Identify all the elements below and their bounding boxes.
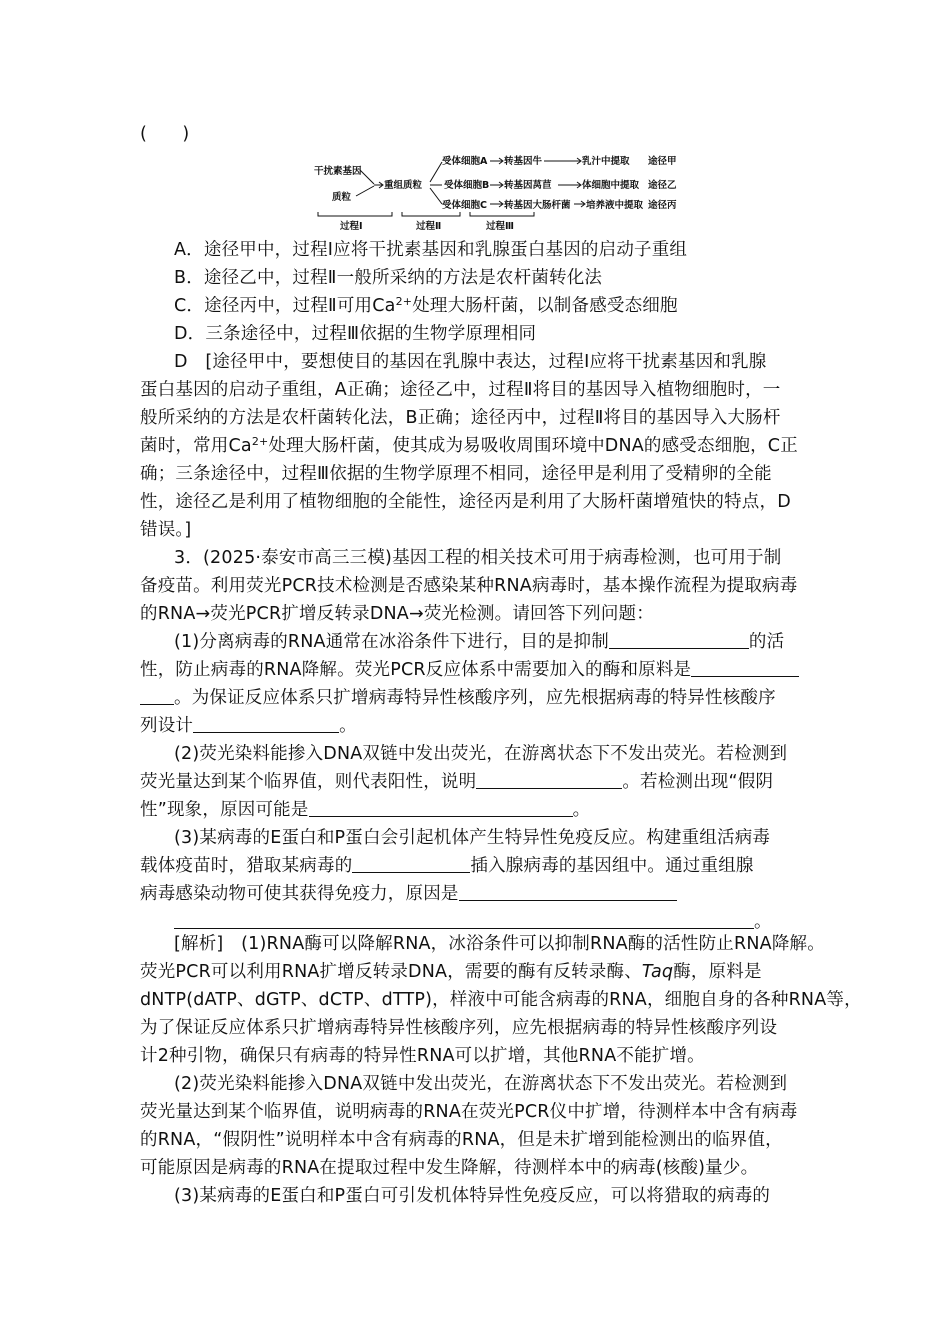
- arrow-b1: [490, 182, 503, 188]
- q3-part2-line-1: (2)荧光染料能掺入DNA双链中发出荧光，在游离状态下不发出荧光。若检测到: [174, 744, 788, 764]
- option-b: B．途径乙中，过程Ⅱ一般所采纳的方法是农杆菌转化法: [174, 268, 603, 288]
- analysis-line-3: dNTP(dATP、dGTP、dCTP、dTTP)，样液中可能含病毒的RNA，细胞自身的各种RNA等，: [140, 990, 862, 1010]
- answer-line-7: 错误。]: [140, 520, 192, 540]
- analysis-line-9: 可能原因是病毒的RNA在提取过程中发生降解，待测样本中的病毒(核酸)量少。: [140, 1158, 759, 1178]
- bracket-process-3: [470, 212, 534, 216]
- analysis-line-5: 计2种引物，确保只有病毒的特异性RNA可以扩增，其他RNA不能扩增。: [140, 1046, 705, 1066]
- transgenic-cow-label: 转基因牛: [504, 156, 543, 167]
- q3-part1-line-2: 性，防止病毒的RNA降解。荧光PCR反应体系中需要加入的酶和原料是: [140, 656, 820, 684]
- answer-line-1: D [途径甲中，要想使目的基因在乳腺中表达，过程Ⅰ应将干扰素基因和乳腺: [174, 352, 767, 372]
- arrow-gene-to-recombinant: [360, 170, 374, 184]
- answer-paren: ( ): [140, 124, 190, 144]
- arrow-plasmid-to-recombinant: [356, 186, 374, 196]
- q3-part3-line-1: (3)某病毒的E蛋白和P蛋白会引起机体产生特异性免疫反应。构建重组活病毒: [174, 828, 771, 848]
- extract-culture-label: 培养液中提取: [586, 200, 644, 211]
- arrow-to-receptor-a: [430, 162, 442, 182]
- route-c-label: 途径丙: [648, 200, 677, 211]
- analysis-line-10: (3)某病毒的E蛋白和P蛋白可引发机体特异性免疫反应，可以将猎取的病毒的: [174, 1186, 771, 1206]
- q3-line-3: 的RNA→荧光PCR扩增反转录DNA→荧光检测。请回答下列问题：: [140, 604, 654, 624]
- receptor-a-label: 受体细胞A: [442, 156, 488, 167]
- analysis-line-6: (2)荧光染料能掺入DNA双链中发出荧光，在游离状态下不发出荧光。若检测到: [174, 1074, 788, 1094]
- analysis-line-8: 的RNA，“假阴性”说明样本中含有病毒的RNA，但是未扩增到能检测出的临界值，: [140, 1130, 783, 1150]
- arrow-to-receptor-c: [430, 188, 442, 204]
- process-3-label: 过程Ⅲ: [486, 221, 514, 232]
- arrow-b2: [558, 182, 581, 188]
- receptor-c-label: 受体细胞C: [442, 200, 487, 211]
- answer-blank-7a[interactable]: [459, 882, 677, 901]
- q3-part1-line-4: 列设计 。: [140, 716, 357, 736]
- bracket-process-2: [402, 212, 460, 216]
- transgenic-lettuce-label: 转基因莴苣: [504, 180, 552, 191]
- process-1-label: 过程Ⅰ: [340, 221, 363, 232]
- receptor-b-label: 受体细胞B: [444, 180, 490, 191]
- q3-part2-line-3: 性”现象，原因可能是 。: [140, 800, 591, 820]
- answer-blank-3[interactable]: [193, 714, 339, 733]
- option-a: A．途径甲中，过程Ⅰ应将干扰素基因和乳腺蛋白基因的启动子重组: [174, 240, 688, 260]
- recombinant-plasmid-label: 重组质粒: [384, 180, 423, 191]
- answer-blank-2a[interactable]: [691, 658, 799, 677]
- q3-line-2: 备疫苗。利用荧光PCR技术检测是否感染某种RNA病毒时，基本操作流程为提取病毒: [140, 576, 798, 596]
- q3-part1-line-1: (1)分离病毒的RNA通常在冰浴条件下进行，目的是抑制 的活: [174, 632, 785, 652]
- analysis-line-7: 荧光量达到某个临界值，说明病毒的RNA在荧光PCR仪中扩增，待测样本中含有病毒: [140, 1102, 798, 1122]
- answer-blank-1[interactable]: [609, 630, 749, 649]
- q3-part3-line-4: 。: [174, 908, 854, 936]
- option-d: D．三条途径中，过程Ⅲ依据的生物学原理相同: [174, 324, 537, 344]
- option-c: C．途径丙中，过程Ⅱ可用$Ca^{2+}$处理大肠杆菌，以制备感受态细胞: [174, 295, 678, 316]
- q3-line-1: 3．(2025·泰安市高三三模)基因工程的相关技术可用于病毒检测，也可用于制: [174, 548, 782, 568]
- analysis-line-1: [解析] (1)RNA酶可以降解RNA，冰浴条件可以抑制RNA酶的活性防止RNA降解。: [174, 934, 825, 954]
- analysis-line-4: 为了保证反应体系只扩增病毒特异性核酸序列，应先根据病毒的特异性核酸序列设: [140, 1018, 778, 1038]
- process-2-label: 过程Ⅱ: [416, 221, 442, 232]
- answer-line-5: 确；三条途径中，过程Ⅲ依据的生物学原理不相同，途径甲是利用了受精卵的全能: [140, 464, 772, 484]
- q3-part3-line-2: 载体疫苗时，猎取某病毒的 插入腺病毒的基因组中。通过重组腺: [140, 856, 754, 876]
- arrow-c2: [574, 201, 585, 207]
- arrow-a2: [544, 158, 581, 164]
- answer-line-4: 菌时，常用$Ca^{2+}$处理大肠杆菌，使其成为易吸收周围环境中DNA的感受态细胞，C正: [140, 435, 798, 456]
- plasmid-label: 质粒: [332, 192, 352, 203]
- answer-blank-5[interactable]: [309, 798, 573, 817]
- answer-line-6: 性，途径乙是利用了植物细胞的全能性，途径丙是利用了大肠杆菌增殖快的特点，D: [140, 492, 791, 512]
- extract-cell-label: 体细胞中提取: [582, 180, 640, 191]
- arrow-c1: [490, 201, 503, 207]
- q3-part1-line-3: 。为保证反应体系只扩增病毒特异性核酸序列，应先根据病毒的特异性核酸序: [140, 684, 820, 712]
- answer-blank-6[interactable]: [352, 854, 470, 873]
- transgenic-ecoli-label: 转基因大肠杆菌: [504, 200, 571, 211]
- route-a-label: 途径甲: [648, 156, 677, 167]
- answer-blank-7b[interactable]: [174, 910, 754, 929]
- q3-part2-line-2: 荧光量达到某个临界值，则代表阳性，说明 。若检测出现“假阴: [140, 772, 774, 792]
- gene-engineering-flow-diagram: [312, 152, 692, 234]
- answer-line-2: 蛋白基因的启动子重组，A正确；途径乙中，过程Ⅱ将目的基因导入植物细胞时，一: [140, 380, 781, 400]
- extract-milk-label: 乳汁中提取: [582, 156, 630, 167]
- bracket-process-1: [318, 212, 392, 216]
- answer-blank-2b[interactable]: [140, 686, 174, 705]
- route-b-label: 途径乙: [648, 180, 677, 191]
- answer-line-3: 般所采纳的方法是农杆菌转化法，B正确；途径丙中，过程Ⅱ将目的基因导入大肠杆: [140, 408, 781, 428]
- answer-blank-4[interactable]: [476, 770, 622, 789]
- ifn-gene-label: 干扰素基因: [314, 166, 362, 177]
- q3-part3-line-3: 病毒感染动物可使其获得免疫力，原因是: [140, 880, 820, 908]
- analysis-line-2: 荧光PCR可以利用RNA扩增反转录DNA，需要的酶有反转录酶、Taq酶，原料是: [140, 962, 762, 982]
- arrow-a1: [490, 158, 503, 164]
